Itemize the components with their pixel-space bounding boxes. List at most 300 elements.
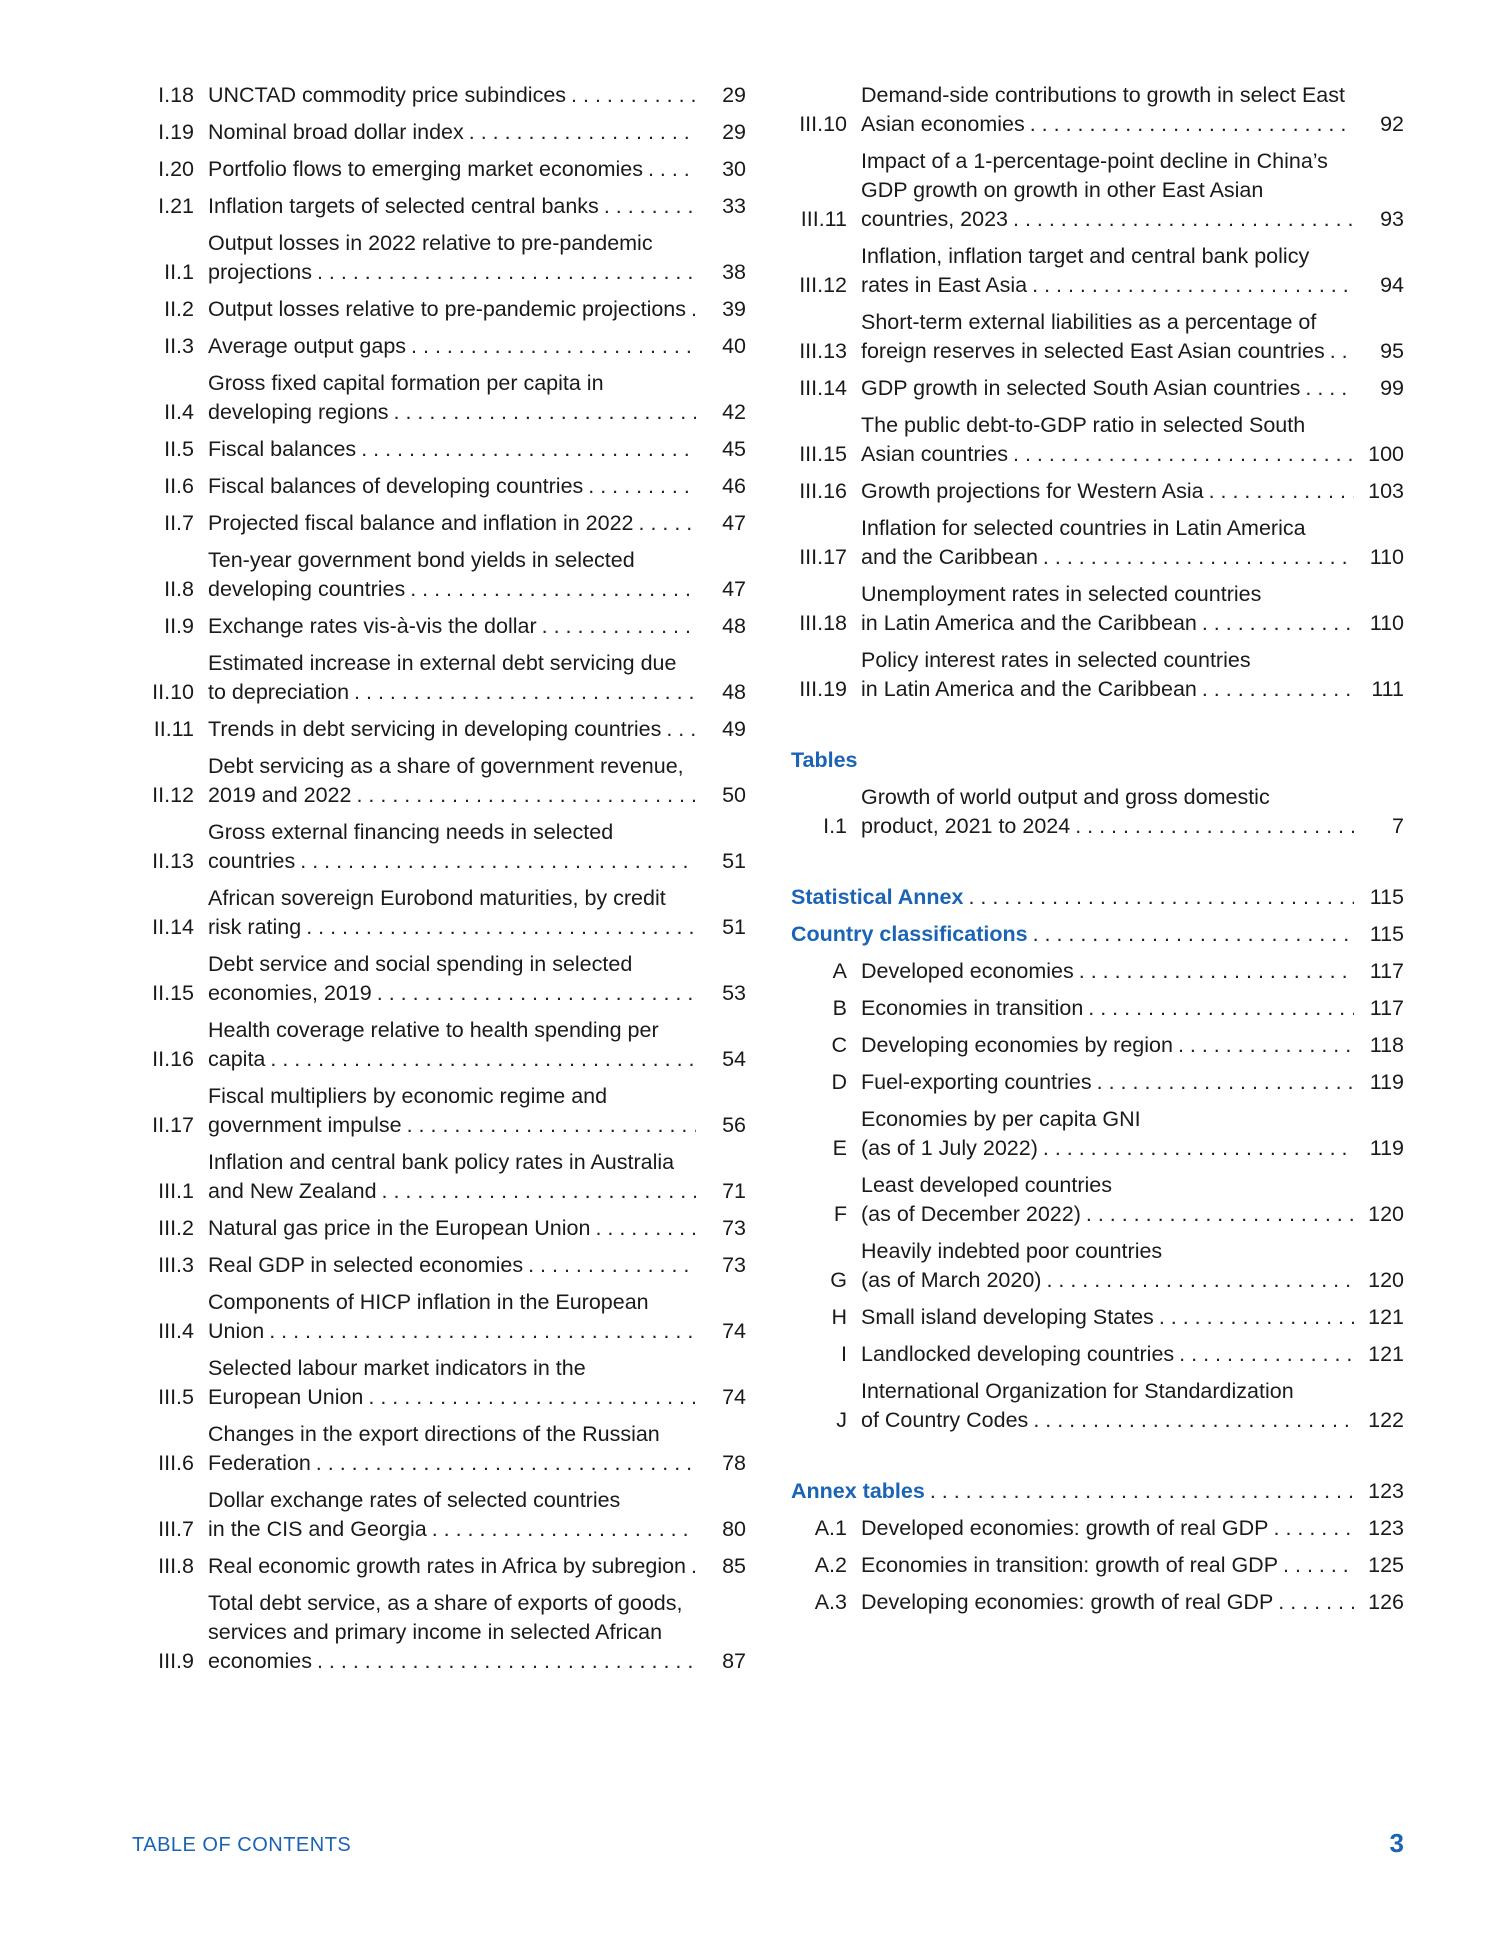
leader-dots xyxy=(1030,110,1354,139)
entry-title-text: Developing economies by region xyxy=(861,1033,1173,1057)
leader-dots xyxy=(269,1317,696,1346)
entry-page: 118 xyxy=(1369,1033,1404,1057)
toc-entry[interactable] xyxy=(138,472,746,501)
toc-entry[interactable] xyxy=(791,411,1404,469)
toc-entry[interactable] xyxy=(791,477,1404,506)
entry-page: 73 xyxy=(722,1216,746,1240)
toc-entry[interactable] xyxy=(138,649,746,707)
entry-page: 74 xyxy=(722,1385,746,1409)
entry-title-text: government impulse xyxy=(208,1113,402,1137)
entry-number: II.14 xyxy=(152,915,194,939)
entry-title-line xyxy=(208,1288,702,1317)
entry-page: 78 xyxy=(722,1451,746,1475)
entry-title-line xyxy=(208,332,702,361)
entry-page: 48 xyxy=(722,614,746,638)
entry-title-line xyxy=(208,979,702,1008)
statistical-annex-entry[interactable] xyxy=(791,883,1404,912)
entry-title-text: UNCTAD commodity price subindices xyxy=(208,83,567,107)
entry-title-line xyxy=(861,812,1360,841)
entry-number: I xyxy=(841,1342,847,1366)
entry-number: II.17 xyxy=(152,1113,194,1137)
page-number: 3 xyxy=(1389,1828,1404,1858)
entry-title-text: Economies by per capita GNI xyxy=(861,1107,1141,1131)
entry-title xyxy=(861,957,1360,986)
entry-number: II.9 xyxy=(164,614,194,638)
entry-title-text: Landlocked developing countries xyxy=(861,1342,1175,1366)
entry-title-text: Output losses relative to pre-pandemic projections xyxy=(208,297,687,321)
entry-title-text: GDP growth in selected South Asian countries xyxy=(861,376,1301,400)
leader-dots xyxy=(604,192,696,221)
entry-title-text: Exchange rates vis-à-vis the dollar xyxy=(208,614,537,638)
entry-title-text: Policy interest rates in selected countries xyxy=(861,648,1251,672)
entry-title-text: Developing economies: growth of real GDP xyxy=(861,1590,1274,1614)
leader-dots xyxy=(469,118,696,147)
toc-entry[interactable] xyxy=(138,950,746,1008)
entry-number: II.8 xyxy=(164,577,194,601)
entry-title-line xyxy=(208,1486,702,1515)
annex-tables-page: 123 xyxy=(1368,1479,1404,1503)
statistical-annex-page: 115 xyxy=(1369,885,1404,909)
toc-entry[interactable] xyxy=(138,546,746,604)
entry-title-text: of Country Codes xyxy=(861,1408,1029,1432)
leader-dots xyxy=(354,678,696,707)
toc-entry[interactable] xyxy=(138,1589,746,1676)
entry-page: 119 xyxy=(1369,1070,1404,1094)
toc-entry[interactable] xyxy=(138,1016,746,1074)
toc-entry[interactable] xyxy=(791,957,1404,986)
entry-title-line xyxy=(208,818,702,847)
toc-entry[interactable] xyxy=(791,1588,1404,1617)
toc-entry[interactable] xyxy=(138,1214,746,1243)
leader-dots xyxy=(968,883,1354,912)
entry-title-line xyxy=(208,258,702,287)
toc-entry[interactable] xyxy=(138,155,746,184)
entry-title-line xyxy=(861,477,1360,506)
entry-title-line xyxy=(861,1134,1360,1163)
entry-title xyxy=(208,192,702,221)
entry-title xyxy=(861,1303,1360,1332)
entry-title-line xyxy=(208,950,702,979)
toc-entry[interactable] xyxy=(791,1551,1404,1580)
leader-dots xyxy=(542,612,696,641)
toc-entry[interactable] xyxy=(791,1105,1404,1163)
leader-dots xyxy=(1032,271,1354,300)
entry-title-text: Ten-year government bond yields in selected xyxy=(208,548,635,572)
entry-title-text: Total debt service, as a share of exports of goods, xyxy=(208,1591,683,1615)
entry-title-line xyxy=(861,1237,1360,1266)
entry-title xyxy=(208,1288,702,1346)
entry-page: 103 xyxy=(1368,479,1404,503)
entry-title-text: European Union xyxy=(208,1385,364,1409)
entry-title-text: Asian economies xyxy=(861,112,1025,136)
entry-page: 7 xyxy=(1392,814,1404,838)
toc-entry[interactable] xyxy=(138,295,746,324)
leader-dots xyxy=(1075,812,1354,841)
entry-number: II.1 xyxy=(164,260,194,284)
entry-title xyxy=(208,649,702,707)
toc-entry[interactable] xyxy=(791,783,1404,841)
entry-number: II.4 xyxy=(164,400,194,424)
toc-entry[interactable] xyxy=(791,1514,1404,1543)
entry-page: 51 xyxy=(722,849,746,873)
entry-number: III.18 xyxy=(799,611,847,635)
entry-title-line xyxy=(208,472,702,501)
leader-dots xyxy=(666,715,696,744)
entry-title xyxy=(861,147,1360,234)
entry-title-text: Debt service and social spending in selected xyxy=(208,952,633,976)
entry-page: 85 xyxy=(722,1554,746,1578)
entry-title-line xyxy=(208,398,702,427)
entry-number: A.3 xyxy=(814,1590,847,1614)
entry-page: 117 xyxy=(1369,996,1404,1020)
entry-title-text: Union xyxy=(208,1319,265,1343)
toc-entry[interactable] xyxy=(791,1303,1404,1332)
entry-title-text: Fiscal balances of developing countries xyxy=(208,474,584,498)
toc-entry[interactable] xyxy=(138,1486,746,1544)
entry-title-text: Economies in transition xyxy=(861,996,1084,1020)
toc-right-column xyxy=(791,81,1404,1625)
entry-title-line xyxy=(208,81,702,110)
toc-entry[interactable] xyxy=(138,1251,746,1280)
entry-title xyxy=(208,369,702,427)
entry-title xyxy=(208,612,702,641)
entry-title-line xyxy=(861,271,1360,300)
entry-title-line xyxy=(861,176,1360,205)
entry-title xyxy=(208,950,702,1008)
entry-number: A.2 xyxy=(814,1553,847,1577)
country-classifications-entry[interactable] xyxy=(791,920,1404,949)
leader-dots xyxy=(300,847,696,876)
leader-dots xyxy=(1278,1588,1354,1617)
entry-page: 54 xyxy=(722,1047,746,1071)
entry-title-line xyxy=(208,612,702,641)
leader-dots xyxy=(528,1251,696,1280)
entry-title-line xyxy=(208,1148,702,1177)
toc-entry[interactable] xyxy=(791,646,1404,704)
entry-title xyxy=(861,646,1360,704)
toc-entry[interactable] xyxy=(791,374,1404,403)
entry-title-line xyxy=(208,369,702,398)
leader-dots xyxy=(394,398,697,427)
entry-page: 74 xyxy=(722,1319,746,1343)
leader-dots xyxy=(1209,477,1354,506)
toc-entry[interactable] xyxy=(138,752,746,810)
entry-title-line xyxy=(861,1377,1360,1406)
leader-dots xyxy=(691,295,696,324)
entry-title-line xyxy=(208,1647,702,1676)
entry-title-line xyxy=(861,1266,1360,1295)
entry-number: A.1 xyxy=(814,1516,847,1540)
entry-page: 121 xyxy=(1368,1305,1404,1329)
entry-title-line xyxy=(208,1589,702,1618)
toc-entry[interactable] xyxy=(791,994,1404,1023)
entry-title-line xyxy=(208,1045,702,1074)
entry-title-line xyxy=(861,580,1360,609)
entry-title-text: Inflation, inflation target and central bank policy xyxy=(861,244,1310,268)
leader-dots xyxy=(1088,994,1354,1023)
toc-entry[interactable] xyxy=(138,369,746,427)
entry-title xyxy=(208,472,702,501)
entry-page: 56 xyxy=(722,1113,746,1137)
leader-dots xyxy=(1202,675,1354,704)
toc-entry[interactable] xyxy=(791,580,1404,638)
entry-title-line xyxy=(861,1406,1360,1435)
entry-title-text: Impact of a 1-percentage-point decline in China’s xyxy=(861,149,1328,173)
entry-title-text: foreign reserves in selected East Asian countries xyxy=(861,339,1325,363)
toc-entry[interactable] xyxy=(138,509,746,538)
toc-entry[interactable] xyxy=(791,308,1404,366)
entry-page: 39 xyxy=(722,297,746,321)
entry-page: 42 xyxy=(722,400,746,424)
leader-dots xyxy=(571,81,696,110)
entry-title-text: (as of March 2020) xyxy=(861,1268,1042,1292)
entry-title-text: economies, 2019 xyxy=(208,981,372,1005)
entry-title-text: (as of December 2022) xyxy=(861,1202,1081,1226)
toc-entry[interactable] xyxy=(138,192,746,221)
toc-entry[interactable] xyxy=(138,884,746,942)
entry-number: II.10 xyxy=(152,680,194,704)
entry-title-line xyxy=(208,1420,702,1449)
entry-page: 99 xyxy=(1380,376,1404,400)
entry-number: III.14 xyxy=(799,376,847,400)
entry-title-text: developing countries xyxy=(208,577,406,601)
toc-entry[interactable] xyxy=(791,514,1404,572)
toc-entry[interactable] xyxy=(791,1237,1404,1295)
entry-number: C xyxy=(831,1033,847,1057)
toc-entry[interactable] xyxy=(791,1340,1404,1369)
entry-page: 126 xyxy=(1368,1590,1404,1614)
tables-heading[interactable]: Tables xyxy=(791,748,858,772)
entry-title xyxy=(208,118,702,147)
entry-title-line xyxy=(861,994,1360,1023)
entry-number: I.18 xyxy=(158,83,194,107)
entry-number: III.5 xyxy=(158,1385,194,1409)
leader-dots xyxy=(1097,1068,1354,1097)
leader-dots xyxy=(595,1214,696,1243)
toc-entry[interactable] xyxy=(791,242,1404,300)
leader-dots xyxy=(691,1552,696,1581)
entry-title-line xyxy=(861,308,1360,337)
entry-title-line xyxy=(861,337,1360,366)
entry-title-line xyxy=(861,1068,1360,1097)
entry-title-line xyxy=(208,1082,702,1111)
leader-dots xyxy=(382,1177,696,1206)
leader-dots xyxy=(368,1383,696,1412)
entry-title-text: developing regions xyxy=(208,400,389,424)
entry-title-text: Developed economies xyxy=(861,959,1074,983)
entry-title xyxy=(208,1486,702,1544)
leader-dots xyxy=(588,472,696,501)
entry-title-line xyxy=(208,847,702,876)
leader-dots xyxy=(1043,1134,1354,1163)
entry-page: 71 xyxy=(722,1179,746,1203)
toc-entry[interactable] xyxy=(138,435,746,464)
leader-dots xyxy=(1283,1551,1354,1580)
leader-dots xyxy=(1305,374,1354,403)
toc-entry[interactable] xyxy=(138,1288,746,1346)
entry-title xyxy=(208,715,702,744)
entry-title-text: Trends in debt servicing in developing countries xyxy=(208,717,662,741)
entry-title-text: Least developed countries xyxy=(861,1173,1113,1197)
country-classifications-label: Country classifications xyxy=(791,922,1028,946)
entry-title xyxy=(861,1171,1360,1229)
entry-number: II.2 xyxy=(164,297,194,321)
toc-entry[interactable] xyxy=(138,1354,746,1412)
entry-title-text: Heavily indebted poor countries xyxy=(861,1239,1163,1263)
leader-dots xyxy=(1043,543,1354,572)
entry-page: 117 xyxy=(1369,959,1404,983)
entry-title-line xyxy=(208,1552,702,1581)
entry-title-line xyxy=(861,1105,1360,1134)
classification-list xyxy=(791,957,1404,1435)
tables-list xyxy=(791,783,1404,841)
entry-title xyxy=(861,477,1360,506)
entry-page: 45 xyxy=(722,437,746,461)
entry-title-text: Unemployment rates in selected countries xyxy=(861,582,1262,606)
entry-title xyxy=(208,1354,702,1412)
entry-title xyxy=(208,1552,702,1581)
entry-page: 125 xyxy=(1368,1553,1404,1577)
entry-title-text: Real GDP in selected economies xyxy=(208,1253,524,1277)
footer-section-label: TABLE OF CONTENTS xyxy=(132,1834,352,1856)
entry-title xyxy=(861,1551,1360,1580)
entry-title xyxy=(861,1340,1360,1369)
entry-title-line xyxy=(208,649,702,678)
leader-dots xyxy=(1046,1266,1354,1295)
leader-dots xyxy=(1013,440,1354,469)
entry-title-text: The public debt-to-GDP ratio in selected South xyxy=(861,413,1306,437)
entry-page: 80 xyxy=(722,1517,746,1541)
entry-page: 49 xyxy=(722,717,746,741)
entry-page: 92 xyxy=(1380,112,1404,136)
entry-title-text: Health coverage relative to health spending per xyxy=(208,1018,659,1042)
toc-entry[interactable] xyxy=(791,1377,1404,1435)
entry-title xyxy=(861,374,1360,403)
toc-entry[interactable] xyxy=(138,332,746,361)
entry-title-text: African sovereign Eurobond maturities, by credit xyxy=(208,886,666,910)
entry-number: III.13 xyxy=(799,339,847,363)
entry-title-line xyxy=(861,1340,1360,1369)
entry-title-text: and the Caribbean xyxy=(861,545,1038,569)
leader-dots xyxy=(411,332,696,361)
toc-entry[interactable] xyxy=(138,818,746,876)
entry-title-line xyxy=(208,1251,702,1280)
entry-page: 110 xyxy=(1369,545,1404,569)
entry-title-text: to depreciation xyxy=(208,680,350,704)
toc-entry[interactable] xyxy=(138,1552,746,1581)
entry-page: 46 xyxy=(722,474,746,498)
entry-title-text: countries xyxy=(208,849,296,873)
entry-page: 51 xyxy=(722,915,746,939)
entry-title-text: in Latin America and the Caribbean xyxy=(861,677,1197,701)
entry-title-line xyxy=(208,295,702,324)
entry-number: III.16 xyxy=(799,479,847,503)
annex-tables-entry[interactable] xyxy=(791,1477,1404,1506)
toc-entry[interactable] xyxy=(138,1420,746,1478)
entry-number: III.10 xyxy=(799,112,847,136)
entry-title-text: Inflation targets of selected central banks xyxy=(208,194,599,218)
entry-number: E xyxy=(832,1136,847,1160)
entry-title-line xyxy=(208,1214,702,1243)
leader-dots xyxy=(317,1647,696,1676)
toc-entry[interactable] xyxy=(138,612,746,641)
leader-dots xyxy=(316,1449,696,1478)
entry-number: II.15 xyxy=(152,981,194,1005)
entry-page: 119 xyxy=(1369,1136,1404,1160)
entry-title-text: Average output gaps xyxy=(208,334,407,358)
entry-title-text: Developed economies: growth of real GDP xyxy=(861,1516,1269,1540)
entry-title-line xyxy=(861,374,1360,403)
entry-title-text: Economies in transition: growth of real GDP xyxy=(861,1553,1279,1577)
toc-entry[interactable] xyxy=(138,715,746,744)
entry-title-text: International Organization for Standardization xyxy=(861,1379,1294,1403)
toc-entry[interactable] xyxy=(138,1082,746,1140)
entry-title-line xyxy=(861,411,1360,440)
entry-title-text: Estimated increase in external debt servicing due xyxy=(208,651,677,675)
entry-page: 53 xyxy=(722,981,746,1005)
leader-dots xyxy=(1159,1303,1354,1332)
toc-entry[interactable] xyxy=(138,118,746,147)
leader-dots xyxy=(306,913,696,942)
entry-title-line xyxy=(208,1449,702,1478)
entry-number: II.12 xyxy=(152,783,194,807)
entry-title-line xyxy=(861,543,1360,572)
entry-page: 93 xyxy=(1380,207,1404,231)
entry-title-line xyxy=(208,155,702,184)
entry-number: I.19 xyxy=(158,120,194,144)
entry-title-line xyxy=(208,781,702,810)
entry-number: II.13 xyxy=(152,849,194,873)
toc-entry[interactable] xyxy=(138,1148,746,1206)
entry-number: I.21 xyxy=(158,194,194,218)
leader-dots xyxy=(270,1045,696,1074)
annex-tables-list xyxy=(791,1514,1404,1617)
entry-page: 38 xyxy=(722,260,746,284)
figures-list-continued xyxy=(791,81,1404,704)
entry-title xyxy=(208,818,702,876)
leader-dots xyxy=(930,1477,1354,1506)
toc-entry[interactable] xyxy=(791,1031,1404,1060)
entry-title-text: in the CIS and Georgia xyxy=(208,1517,427,1541)
toc-entry[interactable] xyxy=(138,229,746,287)
entry-title-text: Inflation for selected countries in Latin America xyxy=(861,516,1306,540)
entry-number: II.5 xyxy=(164,437,194,461)
entry-title xyxy=(861,1588,1360,1617)
leader-dots xyxy=(317,258,696,287)
toc-entry[interactable] xyxy=(791,1171,1404,1229)
entry-title-text: Nominal broad dollar index xyxy=(208,120,464,144)
toc-entry[interactable] xyxy=(791,147,1404,234)
leader-dots xyxy=(639,509,696,538)
entry-number: H xyxy=(831,1305,847,1329)
entry-page: 87 xyxy=(722,1649,746,1673)
entry-title-text: Inflation and central bank policy rates in Australia xyxy=(208,1150,675,1174)
entry-number: III.3 xyxy=(158,1253,194,1277)
toc-entry[interactable] xyxy=(791,1068,1404,1097)
entry-title-text: and New Zealand xyxy=(208,1179,377,1203)
toc-entry[interactable] xyxy=(138,81,746,110)
entry-title-line xyxy=(208,118,702,147)
entry-page: 48 xyxy=(722,680,746,704)
entry-number: I.1 xyxy=(823,814,847,838)
toc-entry[interactable] xyxy=(791,81,1404,139)
entry-title xyxy=(208,509,702,538)
leader-dots xyxy=(1202,609,1354,638)
leader-dots xyxy=(1274,1514,1354,1543)
entry-title-line xyxy=(861,1551,1360,1580)
entry-page: 110 xyxy=(1369,611,1404,635)
entry-title-text: Gross fixed capital formation per capita in xyxy=(208,371,604,395)
